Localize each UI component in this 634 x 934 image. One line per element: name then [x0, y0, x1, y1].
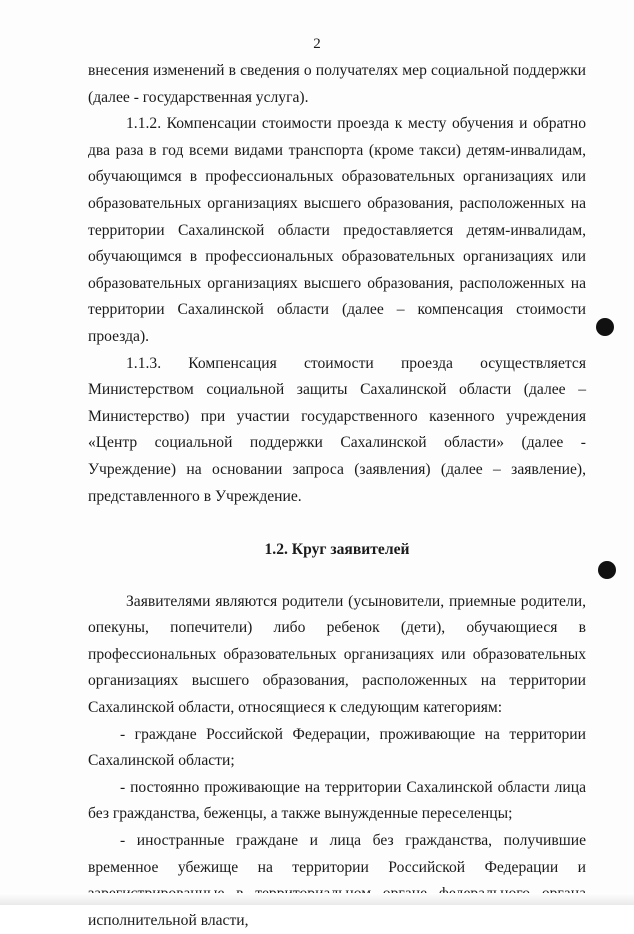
binder-hole-mark: [596, 318, 614, 336]
list-item-stateless: - постоянно проживающие на территории Сахалинской области лица без гражданства, беженцы, а также вынужденные переселенцы;: [88, 778, 586, 823]
paragraph-applicants: Заявителями являются родители (усыновители, приемные родители, опекуны, попечители) либо ребенок (дети), обучающиеся в профессиональных образовательных организациях или образовательных организациях высшего образования, расположенных на территории Сахалинской области, относящиеся к следующим категориям:: [88, 592, 586, 717]
paragraph-1-1-3: 1.1.3. Компенсация стоимости проезда осуществляется Министерством социальной защиты Сахалинской области (далее –Министерство) при участии государственного казенного учреждения «Центр социальной поддержки Сахалинской области» (далее - Учреждение) на основании запроса (заявления) (далее – заявление), представленного в Учреждение.: [88, 354, 586, 505]
scan-edge: [0, 893, 634, 905]
binder-hole-mark: [598, 561, 616, 579]
paragraph-1-1-2: 1.1.2. Компенсации стоимости проезда к месту обучения и обратно два раза в год всеми видами транспорта (кроме такси) детям-инвалидам, обучающимся в профессиональных образовательных организациях или образовательных организациях высшего образования, расположенных на территории Сахалинской области предоставляется детям-инвалидам, обучающимся в профессиональных образовательных организациях или образовательных организациях высшего образования, расположенных на территории Сахалинской области (далее – компенсация стоимости проезда).: [88, 115, 586, 345]
list-item-foreigners: - иностранные граждане и лица без гражданства, получившие временное убежище на территории Российской Федерации и исполнительной власти,: [88, 832, 586, 929]
section-heading: 1.2. Круг заявителей: [264, 541, 410, 559]
document-body: [88, 58, 586, 934]
list-item-citizens: - граждане Российской Федерации, проживающие на территории Сахалинской области;: [88, 725, 586, 770]
page-number: 2: [313, 36, 321, 52]
paragraph-continuation: внесения изменений в сведения о получателях мер социальной поддержки (далее - государственная услуга).: [88, 62, 586, 106]
